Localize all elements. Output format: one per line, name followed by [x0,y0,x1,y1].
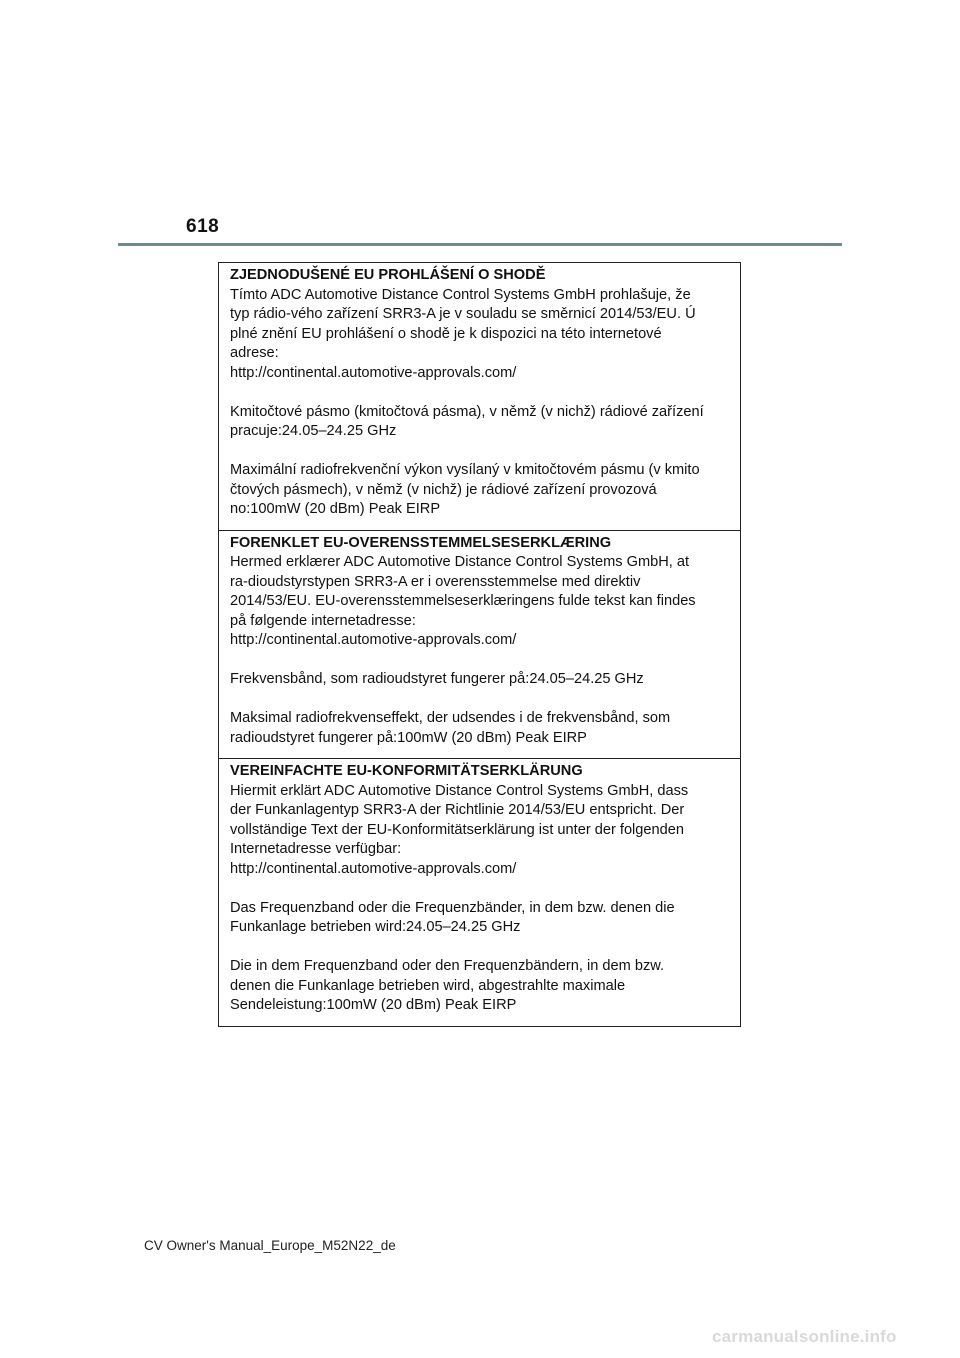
declaration-section-czech [219,263,740,530]
text-line: pracuje:24.05–24.25 GHz [230,423,397,439]
paragraph-gap [230,938,730,958]
text-line: Die in dem Frequenzband oder den Frequenzbändern, in dem bzw. [230,958,665,974]
url-text: http://continental.automotive-approvals.com/ [230,364,517,381]
text-line: vollständige Text der EU-Konformitätserklärung ist unter der folgenden [230,821,685,838]
page-number: 618 [186,216,220,237]
paragraph-gap [230,879,730,899]
footer-manual-id: CV Owner's Manual_Europe_M52N22_de [144,1238,396,1253]
paragraph-gap [230,651,730,671]
text-line: Tímto ADC Automotive Distance Control Systems GmbH prohlašuje, že [230,286,691,303]
declaration-table [218,262,741,1027]
paragraph-gap [230,383,730,403]
header-divider [118,243,842,246]
text-line: Hiermit erklärt ADC Automotive Distance Control Systems GmbH, dass [230,782,689,799]
text-line: adrese: [230,345,279,361]
paragraph-gap [230,690,730,710]
text-line: radioudstyret fungerer på:100mW (20 dBm) Peak EIRP [230,729,587,746]
text-line: Maximální radiofrekvenční výkon vysílaný v kmitočtovém pásmu (v kmito [230,462,700,478]
text-line: Das Frequenzband oder die Frequenzbänder, in dem bzw. denen die [230,899,675,916]
text-line: plné znění EU prohlášení o shodě je k dispozici na této internetové [230,325,662,342]
text-line: Frekvensbånd, som radioudstyret fungerer på:24.05–24.25 GHz [230,671,644,687]
text-line: Maksimal radiofrekvenseffekt, der udsendes i de frekvensbånd, som [230,710,671,726]
text-line: denen die Funkanlage betrieben wird, abgestrahlte maximale [230,977,626,994]
section-title: FORENKLET EU-OVERENSSTEMMELSESERKLÆRING [230,534,612,551]
text-line: Sendeleistung:100mW (20 dBm) Peak EIRP [230,997,517,1013]
text-line: no:100mW (20 dBm) Peak EIRP [230,501,441,517]
text-line: typ rádio-vého zařízení SRR3-A je v souladu se směrnicí 2014/53/EU. Ú [230,306,696,322]
text-line: Funkanlage betrieben wird:24.05–24.25 GHz [230,919,521,935]
text-line: på følgende internetadresse: [230,612,416,629]
declaration-section-danish [219,530,740,759]
watermark: carmanualsonline.info [712,1327,897,1346]
paragraph-gap [230,442,730,462]
declaration-section-german [219,758,740,1026]
text-line: 2014/53/EU. EU-overensstemmelseserklæringens fulde tekst kan findes [230,593,696,609]
url-text: http://continental.automotive-approvals.com/ [230,632,517,648]
text-line: der Funkanlagentyp SRR3-A der Richtlinie 2014/53/EU entspricht. Der [230,802,685,818]
text-line: ra-dioudstyrstypen SRR3-A er i overensstemmelse med direktiv [230,573,641,590]
section-title: ZJEDNODUŠENÉ EU PROHLÁŠENÍ O SHODĚ [230,267,546,283]
text-line: Internetadresse verfügbar: [230,841,402,857]
section-title: VEREINFACHTE EU-KONFORMITÄTSERKLÄRUNG [230,763,583,779]
url-text: http://continental.automotive-approvals.com/ [230,860,517,877]
text-line: Hermed erklærer ADC Automotive Distance Control Systems GmbH, at [230,554,690,570]
text-line: čtových pásmech), v němž (v nichž) je rádiové zařízení provozová [230,481,657,498]
text-line: Kmitočtové pásmo (kmitočtová pásma), v němž (v nichž) rádiové zařízení [230,403,704,420]
